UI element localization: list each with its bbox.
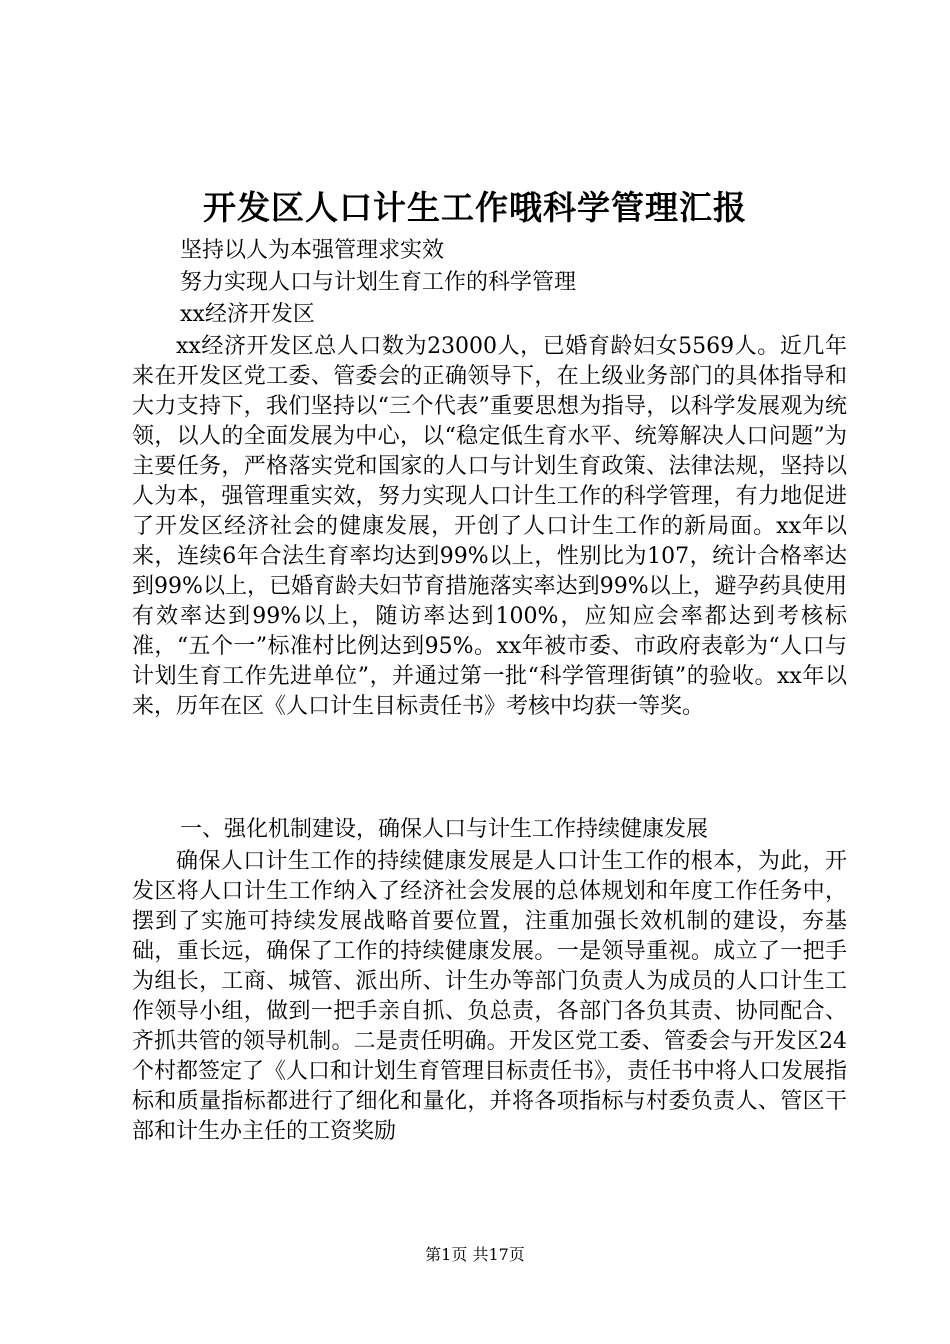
body-paragraph-1: xx经济开发区总人口数为23000人，已婚育龄妇女5569人。近几年来在开发区党工委、管委会的正确领导下，在上级业务部门的具体指导和大力支持下，我们坚持以“三个代表”重要思想为指导，以科学发展观为统领，以人的全面发展为中心，以“稳定低生育水平、统筹解决人口问题”为主要任务，严格落实党和国家的人口与计划生育政策、法律法规，坚持以人为本，强管理重实效，努力实现人口计生工作的科学管理，有力地促进了开发区经济社会的健康发展，开创了人口计生工作的新局面。xx年以来，连续6年合法生育率均达到99%以上，性别比为107，统计合格率达到99%以上，已婚育龄夫妇节育措施落实率达到99%以上，避孕药具使用有效率达到99%以上，随访率达到100%，应知应会率都达到考核标准，“五个一”标准村比例达到95%。xx年被市委、市政府表彰为“人口与计划生育工作先进单位”，并通过第一批“科学管理街镇”的验收。xx年以来，历年在区《人口计生目标责任书》考核中均获一等奖。 [132, 334, 847, 719]
document-title: 开发区人口计生工作哦科学管理汇报 [203, 188, 747, 227]
subtitle-line-2: 努力实现人口与计划生育工作的科学管理 [180, 270, 577, 295]
subtitle-line-1: 坚持以人为本强管理求实效 [180, 238, 445, 263]
body-paragraph-2: 确保人口计生工作的持续健康发展是人口计生工作的根本，为此，开发区将人口计生工作纳入了经济社会发展的总体规划和年度工作任务中，摆到了实施可持续发展战略首要位置，注重加强长效机制的建设，夯基础，重长远，确保了工作的持续健康发展。一是领导重视。成立了一把手为组长，工商、城管、派出所、计生办等部门负责人为成员的人口计生工作领导小组，做到一把手亲自抓、负总责，各部门各负其责、协同配合、齐抓共管的领导机制。二是责任明确。开发区党工委、管委会与开发区24个村都签定了《人口和计划生育管理目标责任书》，责任书中将人口发展指标和质量指标都进行了细化和量化，并将各项指标与村委负责人、管区干部和计生办主任的工资奖励 [132, 849, 848, 1144]
section-heading-1: 一、强化机制建设，确保人口与计生工作持续健康发展 [180, 817, 709, 842]
organization-line: xx经济开发区 [180, 302, 315, 327]
page-footer: 第1页 共17页 [425, 1245, 525, 1264]
